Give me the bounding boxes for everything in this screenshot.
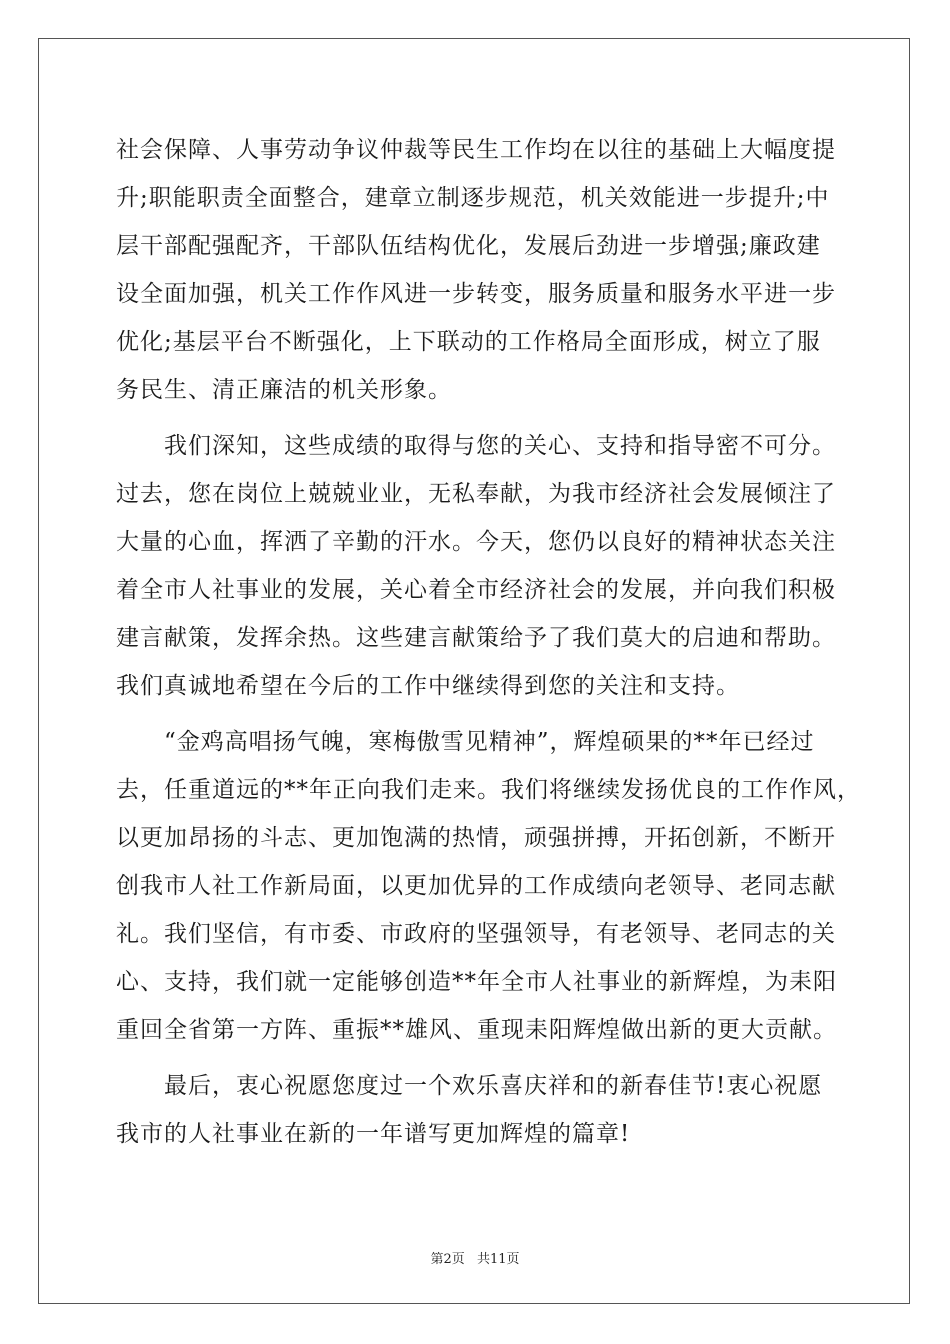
page-footer <box>0 1248 950 1267</box>
paragraph-line: 建言献策，发挥余热。这些建言献策给予了我们莫大的启迪和帮助。 <box>116 625 836 651</box>
paragraph-line: 升;职能职责全面整合，建章立制逐步规范，机关效能进一步提升;中 <box>116 185 830 211</box>
paragraph-line: 心、支持，我们就一定能够创造**年全市人社事业的新辉煌，为耒阳 <box>116 969 837 995</box>
paragraph-line: 创我市人社工作新局面，以更加优异的工作成绩向老领导、老同志献 <box>116 873 836 899</box>
paragraph-line: 着全市人社事业的发展，关心着全市经济社会的发展，并向我们积极 <box>116 577 836 603</box>
paragraph-line: 务民生、清正廉洁的机关形象。 <box>116 377 452 403</box>
paragraph-line: 以更加昂扬的斗志、更加饱满的热情，顽强拼搏，开拓创新，不断开 <box>116 825 836 851</box>
paragraph-line: 我们真诚地希望在今后的工作中继续得到您的关注和支持。 <box>116 673 740 699</box>
paragraph-line: 最后，衷心祝愿您度过一个欢乐喜庆祥和的新春佳节!衷心祝愿 <box>164 1073 823 1099</box>
paragraph-line: 去，任重道远的**年正向我们走来。我们将继续发扬优良的工作作风， <box>116 777 861 803</box>
page-number: 第2页 <box>430 1252 465 1267</box>
paragraph-line: 设全面加强，机关工作作风进一步转变，服务质量和服务水平进一步 <box>116 281 836 307</box>
paragraph-line: 礼。我们坚信，有市委、市政府的坚强领导，有老领导、老同志的关 <box>116 921 836 947</box>
paragraph-line: 我们深知，这些成绩的取得与您的关心、支持和指导密不可分。 <box>164 433 836 459</box>
paragraph-line: 过去，您在岗位上兢兢业业，无私奉献，为我市经济社会发展倾注了 <box>116 481 836 507</box>
paragraph-line: 层干部配强配齐，干部队伍结构优化，发展后劲进一步增强;廉政建 <box>116 233 821 259</box>
paragraph-line: 我市的人社事业在新的一年谱写更加辉煌的篇章! <box>116 1121 631 1147</box>
paragraph-line: 优化;基层平台不断强化，上下联动的工作格局全面形成，树立了服 <box>116 329 821 355</box>
paragraph-line: 重回全省第一方阵、重振**雄风、重现耒阳辉煌做出新的更大贡献。 <box>116 1017 837 1043</box>
page-total: 共11页 <box>476 1252 520 1267</box>
paragraph-line: “金鸡高唱扬气魄，寒梅傲雪见精神”，辉煌硕果的**年已经过 <box>164 729 815 755</box>
paragraph-line: 社会保障、人事劳动争议仲裁等民生工作均在以往的基础上大幅度提 <box>116 137 836 163</box>
paragraph-line: 大量的心血，挥洒了辛勤的汗水。今天，您仍以良好的精神状态关注 <box>116 529 836 555</box>
